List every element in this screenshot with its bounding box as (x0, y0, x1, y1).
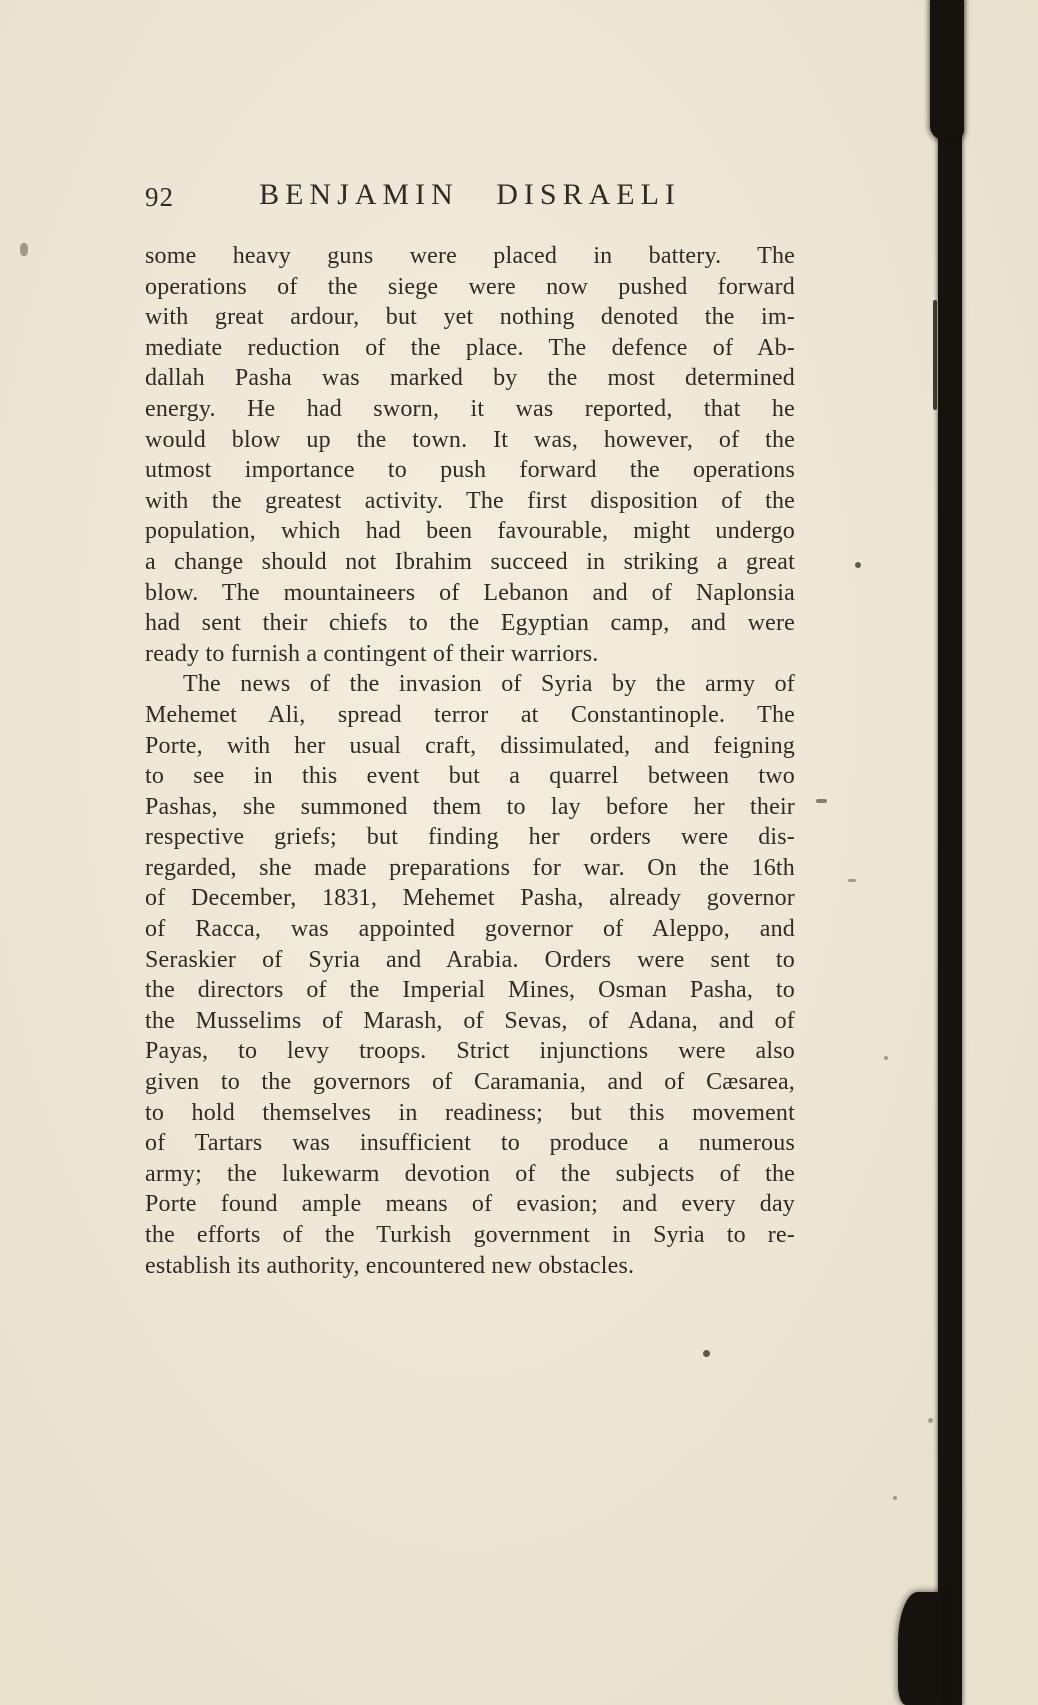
text-line: energy. He had sworn, it was reported, that he (145, 395, 795, 422)
text-line: population, which had been favourable, might undergo (145, 518, 795, 545)
text-line: regarded, she made preparations for war. On the 16th (145, 854, 795, 881)
text-line: would blow up the town. It was, however, of the (145, 426, 795, 453)
page-number: 92 (145, 182, 174, 212)
text-line: with great ardour, but yet nothing denoted the im- (145, 304, 795, 331)
text-line: had sent their chiefs to the Egyptian camp, and were (145, 610, 795, 637)
text-line: operations of the siege were now pushed forward (145, 273, 795, 300)
text-line: respective griefs; but finding her orders were dis- (145, 824, 795, 851)
text-line: Seraskier of Syria and Arabia. Orders were sent to (145, 946, 795, 973)
text-line: ready to furnish a contingent of their warriors. (145, 640, 599, 667)
text-line: Payas, to levy troops. Strict injunctions were also (145, 1038, 795, 1065)
binding-shadow-bottom (898, 1592, 942, 1705)
binding-tick (930, 80, 935, 128)
scan-speck (816, 799, 827, 803)
text-line: The news of the invasion of Syria by the army of (183, 671, 795, 698)
text-line: utmost importance to push forward the operations (145, 457, 795, 484)
scan-speck (855, 562, 861, 568)
text-line: of December, 1831, Mehemet Pasha, already governor (145, 885, 795, 912)
page-title: BENJAMIN DISRAELI (259, 178, 681, 211)
scan-speck (848, 879, 856, 882)
text-line: dallah Pasha was marked by the most determined (145, 365, 795, 392)
text-line: Pashas, she summoned them to lay before her their (145, 793, 795, 820)
text-line: Porte, with her usual craft, dissimulated, and feigning (145, 732, 795, 759)
text-line: Mehemet Ali, spread terror at Constantinople. The (145, 701, 795, 728)
text-line: a change should not Ibrahim succeed in striking a great (145, 548, 795, 575)
scan-speck (20, 243, 28, 256)
binding-shadow-top (930, 0, 964, 140)
scan-speck (884, 1056, 888, 1060)
scan-speck (893, 1496, 897, 1500)
page-body (145, 241, 795, 1281)
scan-speck (703, 1350, 710, 1357)
text-line: establish its authority, encountered new obstacles. (145, 1252, 635, 1279)
text-line: of Racca, was appointed governor of Aleppo, and (145, 916, 795, 943)
text-line: to hold themselves in readiness; but this movement (145, 1099, 795, 1126)
text-line: given to the governors of Caramania, and of Cæsarea, (145, 1069, 795, 1096)
paragraph (145, 669, 795, 1281)
text-line: with the greatest activity. The first disposition of the (145, 487, 795, 514)
text-line: the Musselims of Marash, of Sevas, of Adana, and of (145, 1007, 795, 1034)
text-line: some heavy guns were placed in battery. The (145, 243, 795, 269)
text-line: army; the lukewarm devotion of the subjects of the (145, 1160, 795, 1187)
binding-tick (933, 300, 937, 410)
paragraph (145, 241, 795, 669)
text-line: mediate reduction of the place. The defence of Ab- (145, 334, 795, 361)
page-header (145, 176, 795, 220)
text-line: the efforts of the Turkish government in Syria to re- (145, 1222, 795, 1248)
text-line: of Tartars was insufficient to produce a numerous (145, 1130, 795, 1157)
text-line: blow. The mountaineers of Lebanon and of Naplonsia (145, 579, 795, 606)
scan-speck (928, 1418, 933, 1423)
text-line: Porte found ample means of evasion; and every day (145, 1191, 795, 1218)
text-line: the directors of the Imperial Mines, Osman Pasha, to (145, 977, 795, 1004)
text-line: to see in this event but a quarrel between two (145, 763, 795, 790)
binding-shadow (938, 0, 962, 1705)
